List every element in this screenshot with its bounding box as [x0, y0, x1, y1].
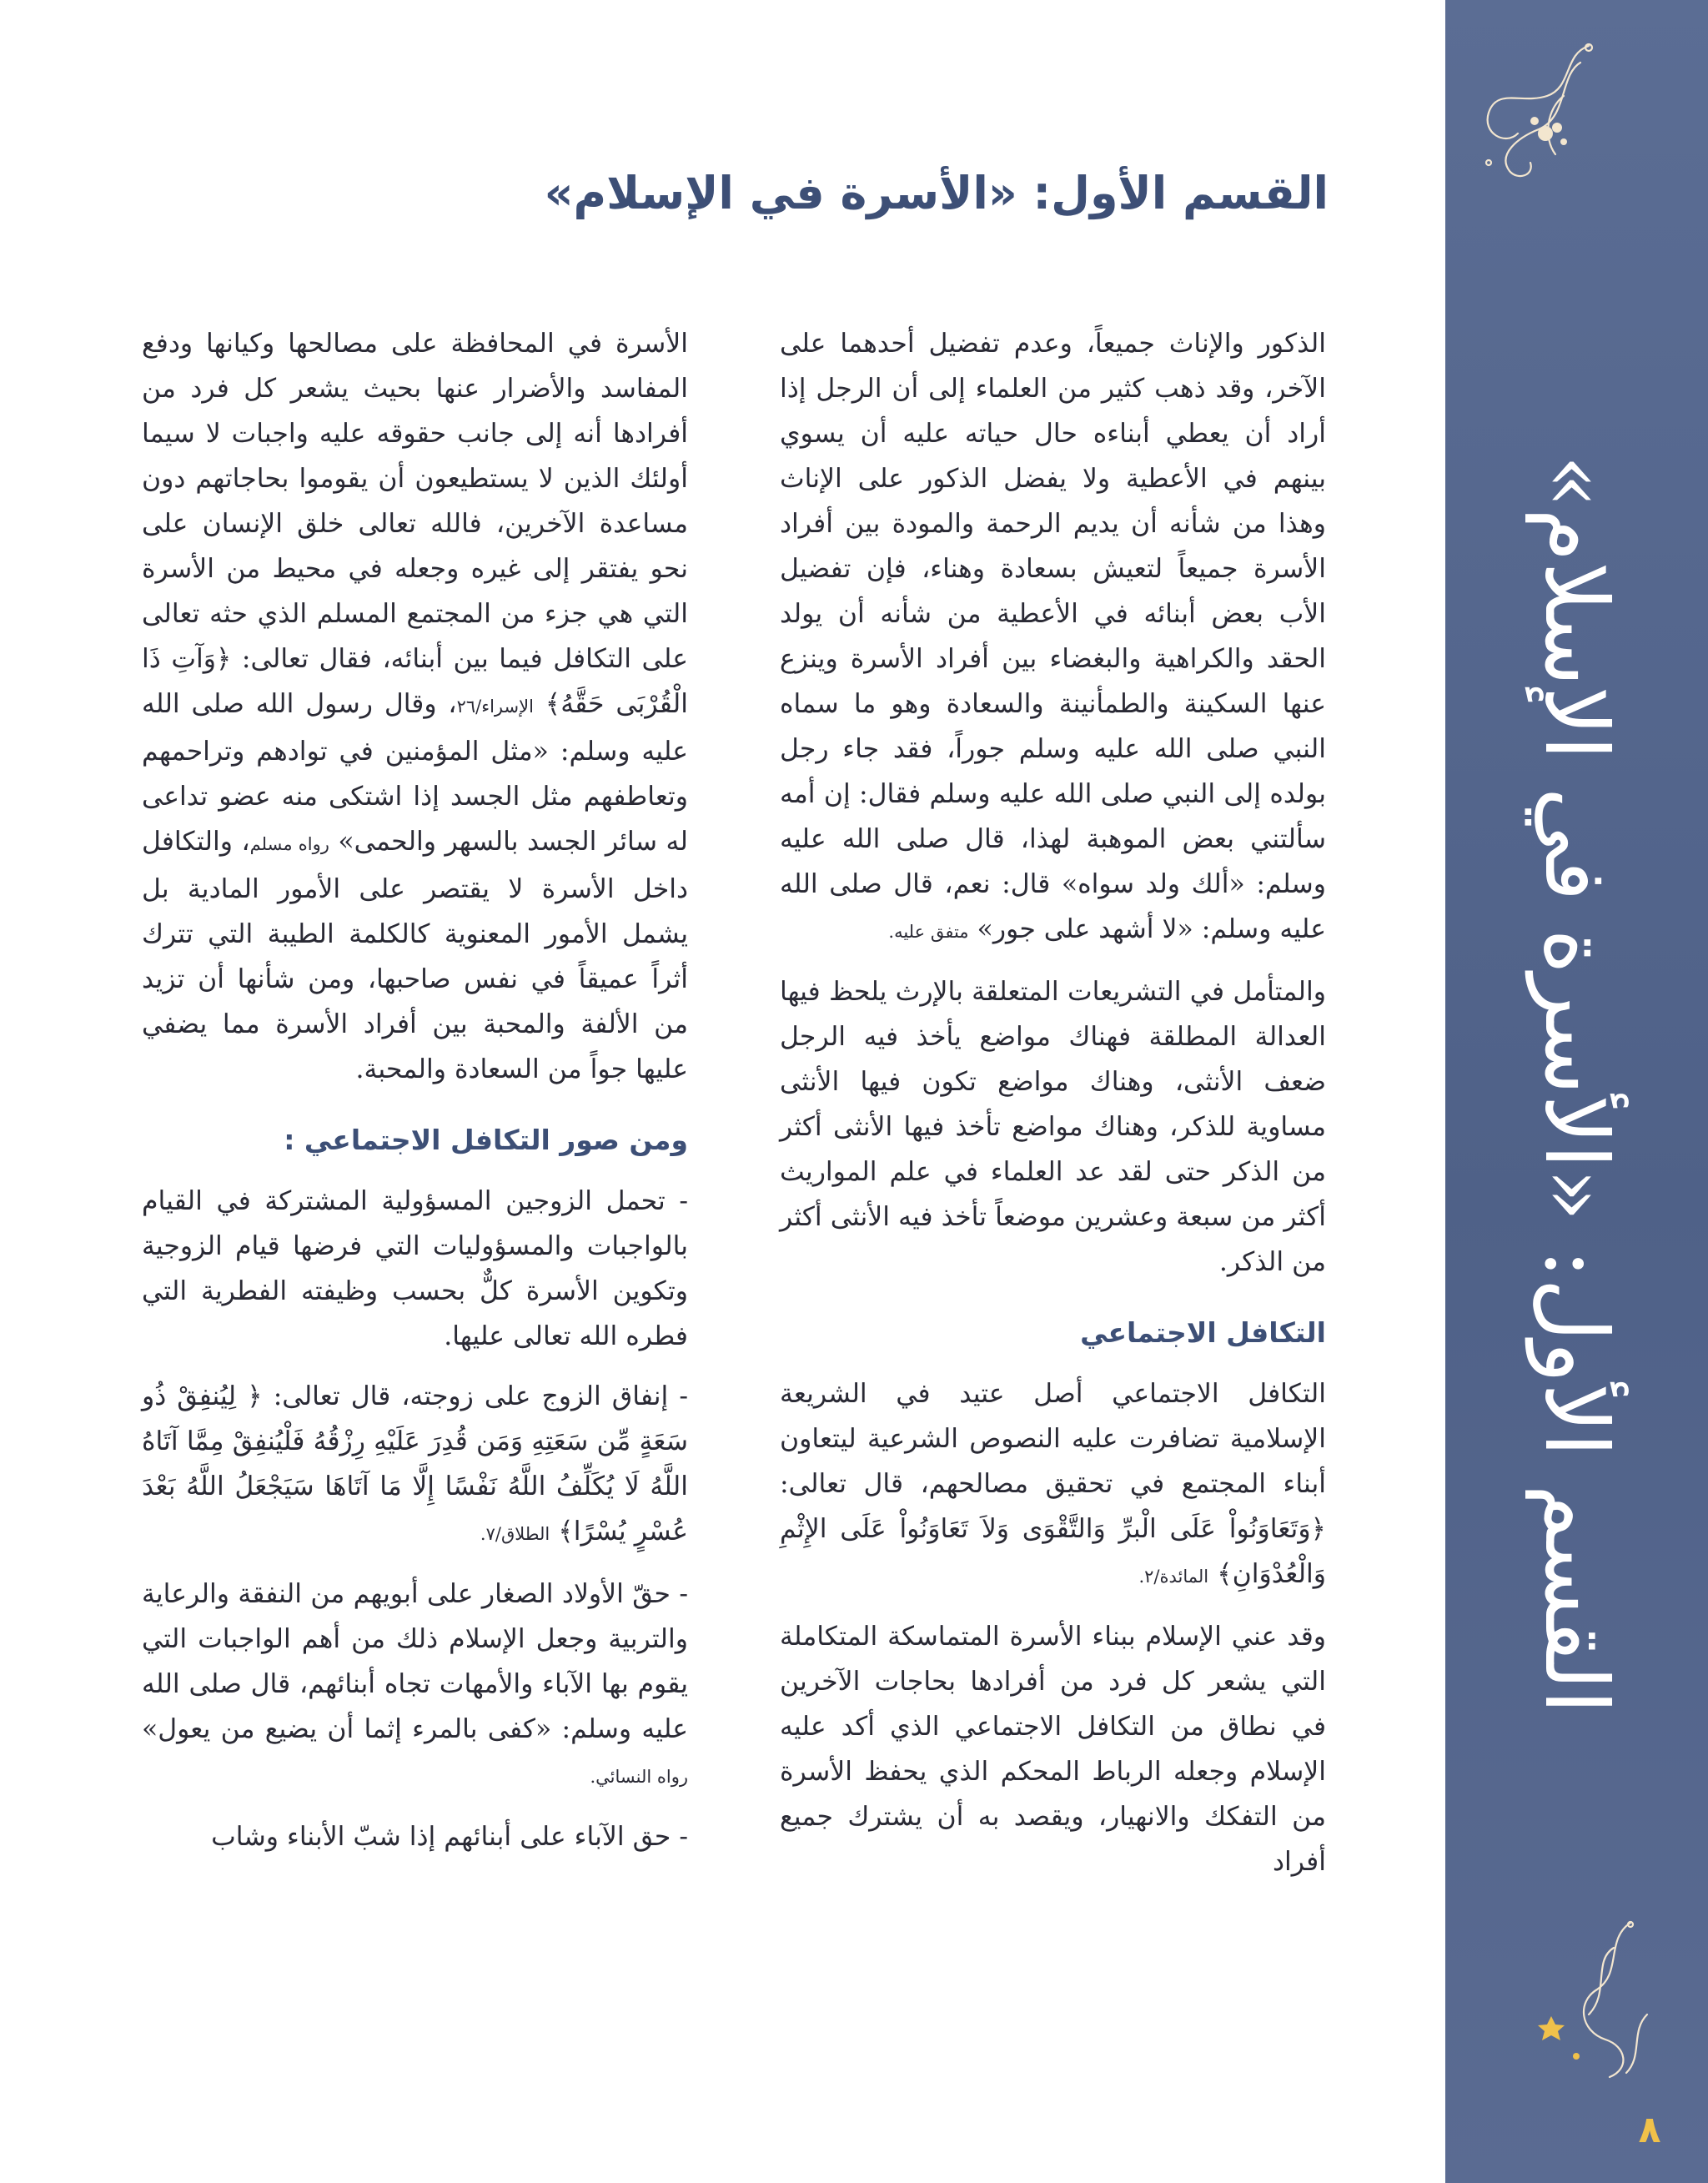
reference-talaq: الطلاق/٧.	[480, 1524, 550, 1544]
paragraph-family-cohesion: وقد عني الإسلام ببناء الأسرة المتماسكة المتكاملة التي يشعر كل فرد من أفرادها بحاجات الآخرين في نطاق من التكافل الاجتماعي الذي أكد عليه الإسلام وجعله الرباط المحكم الذي يحفظ الأسرة من التفكك والانهيار، ويقصد به أن يشترك جميع أفراد	[780, 1622, 1326, 1877]
text-column-right	[780, 321, 1326, 1899]
paragraph-family-interests: الأسرة في المحافظة على مصالحها وكيانها ودفع المفاسد والأضرار عنها بحيث يشعر كل فرد من أفرادها أنه إلى جانب حقوقه عليه واجبات لا سيما أولئك الذين لا يستطيعون أن يقوموا بحاجاتهم دون مساعدة الآخرين، فالله تعالى خلق الإنسان على نحو يفتقر إلى غيره وجعله في محيط من الأسرة التي هي جزء من المجتمع المسلم الذي حثه تعالى على التكافل فيما بين أبنائه، فقال تعالى: ﴿وَآتِ ذَا الْقُرْبَى حَقَّهُ﴾ الإسراء/٢٦، وقال رسول الله صلى الله عليه وسلم: «مثل المؤمنين في توادهم وتراحمهم وتعاطفهم مثل الجسد إذا اشتكى منه عضو تداعى له سائر الجسد بالسهر والحمى» رواه مسلم، والتكافل داخل الأسرة لا يقتصر على الأمور المادية بل يشمل الأمور المعنوية كالكلمة الطيبة التي تترك أثراً عميقاً في نفس صاحبها، ومن شأنها أن تزيد من الألفة والمحبة بين أفراد الأسرة مما يضفي عليها جواً من السعادة والمحبة.	[142, 329, 689, 1084]
vertical-section-title: القسم الأول: «الأسرة في الإسلام»	[1525, 455, 1627, 1714]
heading-social-solidarity: التكافل الاجتماعي	[1080, 1316, 1326, 1349]
reference-isra: الإسراء/٢٦	[456, 697, 534, 717]
reference-maida: المائدة/٢.	[1138, 1567, 1209, 1587]
reference-muttafaq: متفق عليه.	[888, 922, 969, 942]
floral-ornament-bottom-icon	[1530, 1914, 1664, 2090]
list-item-parents-rights: - حق الآباء على أبنائهم إذا شبّ الأبناء وشاب	[211, 1822, 688, 1852]
paragraph-solidarity-origin: التكافل الاجتماعي أصل عتيد في الشريعة الإسلامية تضافرت عليه النصوص الشرعية ليتعاون أبناء المجتمع في تحقيق مصالحهم، قال تعالى: ﴿وَتَعَاوَنُواْ عَلَى الْبرِّ وَالتَّقْوَى وَلاَ تَعَاوَنُواْ عَلَى الإِثْمِ وَالْعُدْوَانِ﴾ المائدة/٢.	[780, 1379, 1326, 1589]
reference-muslim: رواه مسلم	[249, 834, 329, 854]
paragraph-inheritance-gifts: الذكور والإناث جميعاً، وعدم تفضيل أحدهما على الآخر، وقد ذهب كثير من العلماء إلى أن الرجل إذا أراد أن يعطي أبناءه حال حياته عليه أن يسوي بينهم في الأعطية ولا يفضل الذكور على الإناث وهذا من شأنه أن يديم الرحمة والمودة بين أفراد الأسرة جميعاً لتعيش بسعادة وهناء، فإن تفضيل الأب بعض أبنائه في الأعطية من شأنه أن يولد الحقد والكراهية والبغضاء بين أفراد الأسرة وينزع عنها السكينة والطمأنينة والسعادة وهو ما سماه النبي صلى الله عليه وسلم جوراً، فقد جاء رجل بولده إلى النبي صلى الله عليه وسلم فقال: إن أمه سألتني بعض الموهبة لهذا، قال صلى الله عليه وسلم: «ألك ولد سواه» قال: نعم، قال صلى الله عليه وسلم: «لا أشهد على جور» متفق عليه.	[780, 329, 1326, 944]
text-column-left	[142, 321, 688, 1874]
paragraph-inheritance-justice: والمتأمل في التشريعات المتعلقة بالإرث يلحظ فيها العدالة المطلقة فهناك مواضع يأخذ فيه الرجل ضعف الأنثى، وهناك مواضع تكون فيها الأنثى مساوية للذكر، وهناك مواضع تأخذ فيها الأنثى أكثر من الذكر حتى لقد عد العلماء في علم المواريث أكثر من سبعة وعشرين موضعاً تأخذ فيه الأنثى أكثر من الذكر.	[780, 977, 1326, 1277]
floral-ornament-top-icon	[1464, 38, 1601, 196]
reference-nasai: رواه النسائي.	[590, 1767, 688, 1787]
page-number: ٨	[1638, 2109, 1661, 2151]
list-item-husband-spending: - إنفاق الزوج على زوجته، قال تعالى: ﴿ لِيُنفِقْ ذُو سَعَةٍ مِّن سَعَتِهِ وَمَن قُدِرَ عَلَيْهِ رِزْقُهُ فَلْيُنفِقْ مِمَّا آتَاهُ اللَّهُ لَا يُكَلِّفُ اللَّهُ نَفْسًا إِلَّا مَا آتَاهَا سَيَجْعَلُ اللَّهُ بَعْدَ عُسْرٍ يُسْرًا﴾ الطلاق/٧.	[142, 1381, 688, 1547]
page-title: القسم الأول: «الأسرة في الإسلام»	[544, 167, 1329, 219]
list-item-children-rights: - حقّ الأولاد الصغار على أبويهم من النفقة والرعاية والتربية وجعل الإسلام ذلك من أهم الواجبات التي يقوم بها الآباء والأمهات تجاه أبنائهم، قال صلى الله عليه وسلم: «كفى بالمرء إثما أن يضيع من يعول» رواه النسائي.	[142, 1579, 688, 1787]
heading-solidarity-forms: ومن صور التكافل الاجتماعي :	[284, 1124, 688, 1156]
list-item-spouses-responsibility: - تحمل الزوجين المسؤولية المشتركة في القيام بالواجبات والمسؤوليات التي فرضها قيام الزوجية وتكوين الأسرة كلٌّ بحسب وظيفته الفطرية التي فطره الله تعالى عليها.	[142, 1186, 688, 1351]
